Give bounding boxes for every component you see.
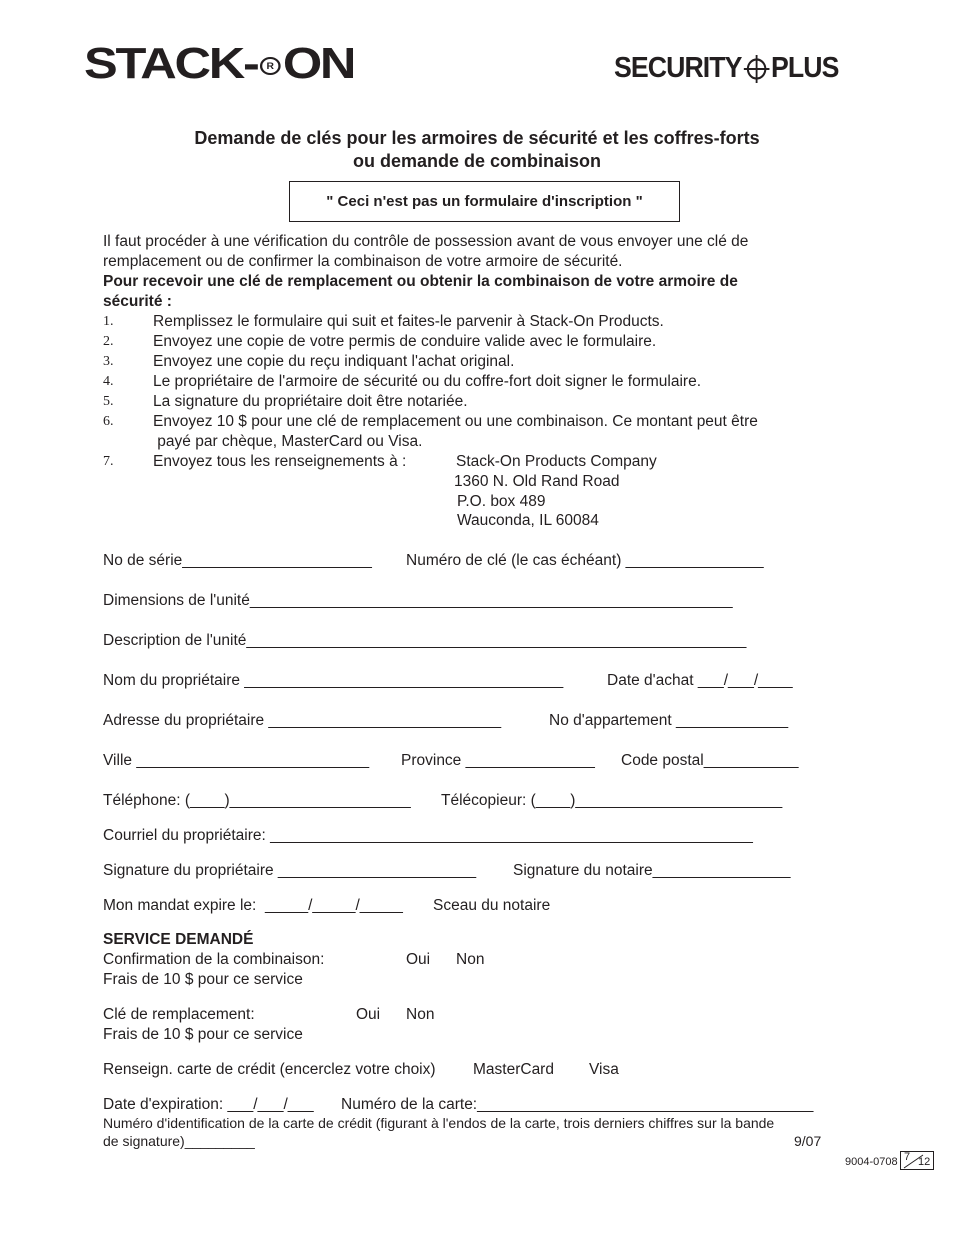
not-registration-notice: " Ceci n'est pas un formulaire d'inscription " bbox=[289, 181, 680, 222]
postal-code-field[interactable]: Code postal___________ bbox=[621, 752, 799, 769]
phone-field[interactable]: Téléphone: (____)_____________________ bbox=[103, 792, 411, 809]
fax-field[interactable]: Télécopieur: (____)________________________ bbox=[441, 792, 783, 809]
address-city: Wauconda, IL 60084 bbox=[457, 512, 599, 529]
page-current: 7 bbox=[904, 1151, 911, 1163]
mandate-expiry-field[interactable]: Mon mandat expire le: _____/_____/_____ bbox=[103, 897, 403, 914]
key-non-option[interactable]: Non bbox=[406, 1006, 435, 1023]
document-code: 9004-0708 bbox=[845, 1156, 898, 1168]
intro-text-line-2: remplacement ou de confirmer la combinaison de votre armoire de sécurité. bbox=[103, 253, 623, 270]
page-number-box bbox=[900, 1151, 934, 1170]
notary-seal-label: Sceau du notaire bbox=[433, 897, 551, 914]
unit-description-field[interactable]: Description de l'unité__________________________________________________________ bbox=[103, 632, 747, 649]
province-field[interactable]: Province _______________ bbox=[401, 752, 595, 769]
combo-fee-text: Frais de 10 $ pour ce service bbox=[103, 971, 303, 988]
address-po-box: P.O. box 489 bbox=[457, 493, 546, 510]
page-total: 12 bbox=[918, 1156, 931, 1168]
card-expiry-field[interactable]: Date d'expiration: ___/___/___ bbox=[103, 1096, 314, 1113]
step-number: 5. bbox=[103, 394, 114, 409]
step-text: Envoyez 10 $ pour une clé de remplacement ou une combinaison. Ce montant peut être bbox=[153, 413, 758, 430]
stack-on-logo: STACK- R ON bbox=[84, 39, 355, 88]
step-number: 1. bbox=[103, 314, 114, 329]
owner-address-field[interactable]: Adresse du propriétaire ___________________________ bbox=[103, 712, 502, 729]
step-text-continued: payé par chèque, MasterCard ou Visa. bbox=[153, 433, 423, 450]
service-heading: SERVICE DEMANDÉ bbox=[103, 931, 254, 948]
registered-mark-icon: R bbox=[260, 57, 281, 75]
step-number: 6. bbox=[103, 414, 114, 429]
combo-oui-option[interactable]: Oui bbox=[406, 951, 431, 968]
key-oui-option[interactable]: Oui bbox=[356, 1006, 381, 1023]
step-number: 2. bbox=[103, 334, 114, 349]
combo-non-option[interactable]: Non bbox=[456, 951, 485, 968]
security-plus-logo: SECURITY PLUS bbox=[614, 52, 839, 84]
replacement-key-label: Clé de remplacement: bbox=[103, 1006, 255, 1023]
step-text: Envoyez une copie du reçu indiquant l'achat original. bbox=[153, 353, 515, 370]
step-text: Remplissez le formulaire qui suit et faites-le parvenir à Stack-On Products. bbox=[153, 313, 664, 330]
purchase-date-field[interactable]: Date d'achat ___/___/____ bbox=[607, 672, 793, 689]
owner-name-field[interactable]: Nom du propriétaire _____________________________________ bbox=[103, 672, 564, 689]
crosshair-icon bbox=[743, 54, 769, 84]
unit-dimensions-field[interactable]: Dimensions de l'unité________________________________________________________ bbox=[103, 592, 733, 609]
step-number: 3. bbox=[103, 354, 114, 369]
intro-text-line-1: Il faut procéder à une vérification du contrôle de possession avant de vous envoyer une clé de bbox=[103, 233, 749, 250]
card-id-text: Numéro d'identification de la carte de crédit (figurant à l'endos de la carte, trois derniers chiffres sur la bande bbox=[103, 1115, 775, 1131]
address-company: Stack-On Products Company bbox=[456, 453, 657, 470]
step-text: Envoyez tous les renseignements à : bbox=[153, 453, 407, 470]
mastercard-option[interactable]: MasterCard bbox=[473, 1061, 554, 1078]
revision-date: 9/07 bbox=[794, 1133, 822, 1149]
form-title: Demande de clés pour les armoires de sécurité et les coffres-forts ou demande de combinaison bbox=[194, 128, 760, 171]
serial-number-field[interactable]: No de série______________________ bbox=[103, 552, 372, 569]
step-text: La signature du propriétaire doit être notariée. bbox=[153, 393, 468, 410]
combo-confirmation-label: Confirmation de la combinaison: bbox=[103, 951, 325, 968]
owner-email-field[interactable]: Courriel du propriétaire: ________________________________________________________ bbox=[103, 827, 753, 844]
step-number: 4. bbox=[103, 374, 114, 389]
step-text: Envoyez une copie de votre permis de conduire valide avec le formulaire. bbox=[153, 333, 657, 350]
credit-card-label: Renseign. carte de crédit (encerclez votre choix) bbox=[103, 1061, 436, 1078]
card-id-field[interactable]: de signature)_________ bbox=[103, 1133, 255, 1149]
address-street: 1360 N. Old Rand Road bbox=[454, 473, 620, 490]
instructions-heading-line-1: Pour recevoir une clé de remplacement ou obtenir la combinaison de votre armoire de bbox=[103, 273, 738, 290]
key-number-field[interactable]: Numéro de clé (le cas échéant) ________________ bbox=[406, 552, 764, 569]
owner-signature-field[interactable]: Signature du propriétaire _______________________ bbox=[103, 862, 477, 879]
card-number-field[interactable]: Numéro de la carte:_______________________________________ bbox=[341, 1096, 814, 1113]
notary-signature-field[interactable]: Signature du notaire________________ bbox=[513, 862, 791, 879]
key-fee-text: Frais de 10 $ pour ce service bbox=[103, 1026, 303, 1043]
step-number: 7. bbox=[103, 454, 114, 469]
visa-option[interactable]: Visa bbox=[589, 1061, 619, 1078]
step-text: Le propriétaire de l'armoire de sécurité ou du coffre-fort doit signer le formulaire. bbox=[153, 373, 702, 390]
apartment-number-field[interactable]: No d'appartement _____________ bbox=[549, 712, 789, 729]
instructions-heading-line-2: sécurité : bbox=[103, 293, 172, 310]
city-field[interactable]: Ville ___________________________ bbox=[103, 752, 370, 769]
